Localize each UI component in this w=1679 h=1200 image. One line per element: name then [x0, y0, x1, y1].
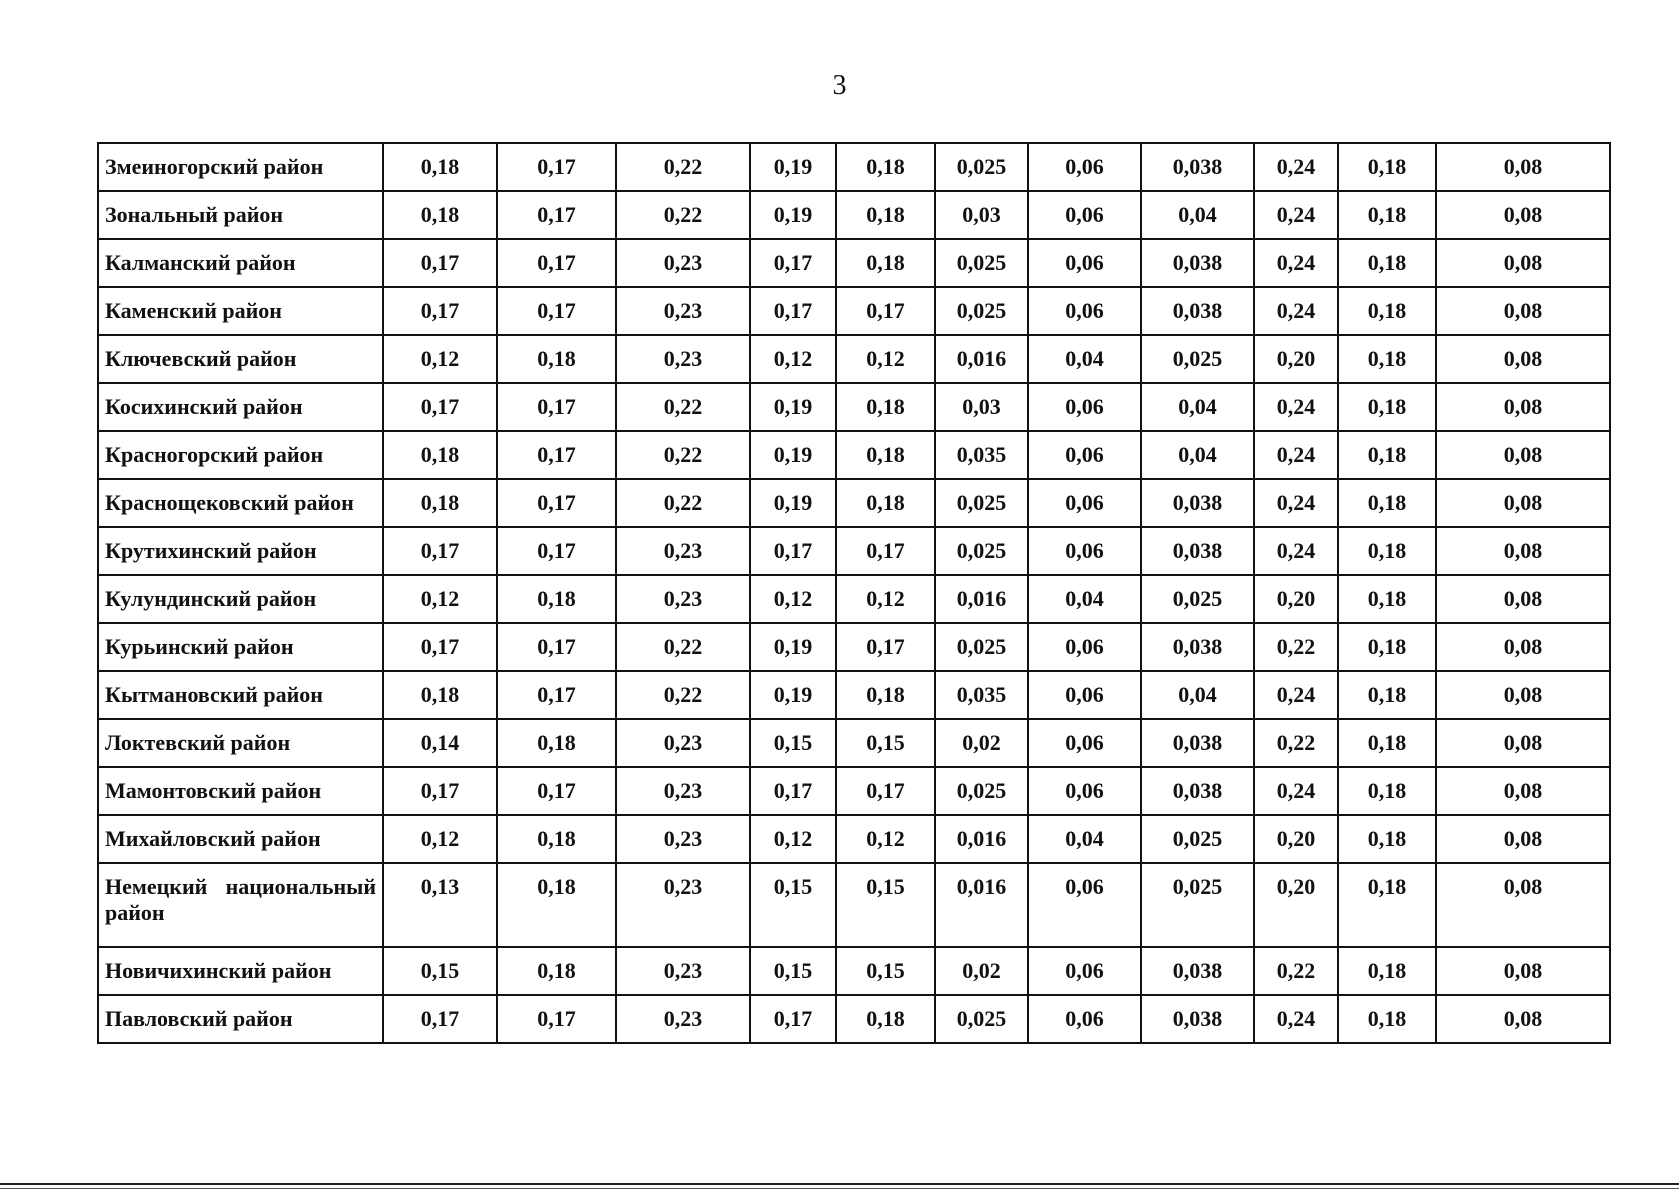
value-cell: 0,18 — [1338, 767, 1436, 815]
value-cell: 0,08 — [1436, 767, 1610, 815]
value-cell: 0,20 — [1254, 575, 1338, 623]
value-cell: 0,23 — [616, 527, 750, 575]
value-cell: 0,24 — [1254, 191, 1338, 239]
table-row — [98, 191, 1610, 239]
value-cell: 0,016 — [935, 815, 1028, 863]
value-cell: 0,18 — [1338, 719, 1436, 767]
value-cell: 0,04 — [1141, 671, 1254, 719]
value-cell: 0,038 — [1141, 767, 1254, 815]
value-cell: 0,12 — [750, 815, 836, 863]
value-cell: 0,22 — [1254, 623, 1338, 671]
region-name-cell: Кулундинский район — [98, 575, 383, 623]
value-cell: 0,17 — [497, 527, 616, 575]
value-cell: 0,18 — [383, 479, 497, 527]
value-cell: 0,15 — [836, 863, 935, 947]
table-row — [98, 575, 1610, 623]
value-cell: 0,23 — [616, 719, 750, 767]
value-cell: 0,06 — [1028, 431, 1141, 479]
value-cell: 0,18 — [497, 863, 616, 947]
page-number: 3 — [832, 70, 847, 101]
value-cell: 0,04 — [1141, 191, 1254, 239]
value-cell: 0,08 — [1436, 623, 1610, 671]
table-row — [98, 335, 1610, 383]
value-cell: 0,15 — [836, 719, 935, 767]
value-cell: 0,18 — [836, 671, 935, 719]
value-cell: 0,038 — [1141, 995, 1254, 1043]
value-cell: 0,19 — [750, 431, 836, 479]
value-cell: 0,17 — [383, 767, 497, 815]
value-cell: 0,025 — [935, 527, 1028, 575]
value-cell: 0,18 — [497, 575, 616, 623]
value-cell: 0,18 — [1338, 863, 1436, 947]
value-cell: 0,06 — [1028, 383, 1141, 431]
table-body — [98, 143, 1610, 1043]
value-cell: 0,08 — [1436, 239, 1610, 287]
value-cell: 0,17 — [750, 995, 836, 1043]
value-cell: 0,23 — [616, 947, 750, 995]
value-cell: 0,23 — [616, 575, 750, 623]
value-cell: 0,025 — [1141, 335, 1254, 383]
value-cell: 0,18 — [383, 431, 497, 479]
value-cell: 0,08 — [1436, 863, 1610, 947]
value-cell: 0,03 — [935, 191, 1028, 239]
value-cell: 0,038 — [1141, 623, 1254, 671]
value-cell: 0,038 — [1141, 239, 1254, 287]
value-cell: 0,06 — [1028, 287, 1141, 335]
value-cell: 0,12 — [836, 335, 935, 383]
value-cell: 0,12 — [383, 335, 497, 383]
value-cell: 0,18 — [836, 479, 935, 527]
value-cell: 0,23 — [616, 239, 750, 287]
value-cell: 0,17 — [383, 527, 497, 575]
value-cell: 0,06 — [1028, 671, 1141, 719]
value-cell: 0,18 — [1338, 383, 1436, 431]
table-row — [98, 815, 1610, 863]
value-cell: 0,08 — [1436, 995, 1610, 1043]
value-cell: 0,08 — [1436, 527, 1610, 575]
value-cell: 0,18 — [836, 239, 935, 287]
table-row — [98, 947, 1610, 995]
table-row — [98, 527, 1610, 575]
value-cell: 0,23 — [616, 335, 750, 383]
value-cell: 0,24 — [1254, 287, 1338, 335]
value-cell: 0,18 — [1338, 143, 1436, 191]
value-cell: 0,06 — [1028, 995, 1141, 1043]
value-cell: 0,035 — [935, 671, 1028, 719]
value-cell: 0,17 — [497, 431, 616, 479]
value-cell: 0,18 — [1338, 995, 1436, 1043]
table-row — [98, 143, 1610, 191]
value-cell: 0,06 — [1028, 767, 1141, 815]
value-cell: 0,17 — [383, 383, 497, 431]
table-row — [98, 431, 1610, 479]
value-cell: 0,17 — [497, 383, 616, 431]
value-cell: 0,22 — [616, 143, 750, 191]
value-cell: 0,19 — [750, 191, 836, 239]
value-cell: 0,04 — [1028, 815, 1141, 863]
table-row — [98, 995, 1610, 1043]
region-name-cell: Немецкий национальный район — [98, 863, 383, 947]
value-cell: 0,15 — [750, 863, 836, 947]
value-cell: 0,03 — [935, 383, 1028, 431]
value-cell: 0,24 — [1254, 239, 1338, 287]
value-cell: 0,06 — [1028, 947, 1141, 995]
value-cell: 0,038 — [1141, 719, 1254, 767]
value-cell: 0,22 — [616, 479, 750, 527]
value-cell: 0,19 — [750, 671, 836, 719]
value-cell: 0,17 — [497, 239, 616, 287]
value-cell: 0,025 — [935, 479, 1028, 527]
value-cell: 0,23 — [616, 863, 750, 947]
value-cell: 0,17 — [383, 623, 497, 671]
value-cell: 0,025 — [935, 995, 1028, 1043]
value-cell: 0,23 — [616, 995, 750, 1043]
value-cell: 0,24 — [1254, 479, 1338, 527]
region-name-cell: Красногорский район — [98, 431, 383, 479]
value-cell: 0,23 — [616, 767, 750, 815]
value-cell: 0,18 — [1338, 287, 1436, 335]
value-cell: 0,24 — [1254, 767, 1338, 815]
value-cell: 0,24 — [1254, 527, 1338, 575]
value-cell: 0,08 — [1436, 143, 1610, 191]
value-cell: 0,035 — [935, 431, 1028, 479]
value-cell: 0,23 — [616, 287, 750, 335]
coefficient-table — [97, 142, 1611, 1044]
value-cell: 0,13 — [383, 863, 497, 947]
value-cell: 0,18 — [836, 995, 935, 1043]
value-cell: 0,15 — [836, 947, 935, 995]
value-cell: 0,18 — [383, 191, 497, 239]
value-cell: 0,04 — [1141, 431, 1254, 479]
region-name-cell: Калманский район — [98, 239, 383, 287]
table-row — [98, 671, 1610, 719]
value-cell: 0,04 — [1028, 575, 1141, 623]
value-cell: 0,17 — [497, 143, 616, 191]
value-cell: 0,08 — [1436, 719, 1610, 767]
value-cell: 0,02 — [935, 947, 1028, 995]
value-cell: 0,22 — [616, 623, 750, 671]
value-cell: 0,08 — [1436, 671, 1610, 719]
table-row — [98, 479, 1610, 527]
value-cell: 0,18 — [383, 671, 497, 719]
value-cell: 0,025 — [1141, 575, 1254, 623]
value-cell: 0,08 — [1436, 191, 1610, 239]
value-cell: 0,18 — [836, 383, 935, 431]
value-cell: 0,22 — [616, 671, 750, 719]
value-cell: 0,19 — [750, 383, 836, 431]
value-cell: 0,19 — [750, 143, 836, 191]
value-cell: 0,06 — [1028, 719, 1141, 767]
value-cell: 0,06 — [1028, 479, 1141, 527]
value-cell: 0,17 — [836, 287, 935, 335]
region-name-cell: Кытмановский район — [98, 671, 383, 719]
region-name-cell: Каменский район — [98, 287, 383, 335]
value-cell: 0,18 — [497, 335, 616, 383]
value-cell: 0,025 — [935, 143, 1028, 191]
value-cell: 0,15 — [750, 947, 836, 995]
region-name-cell: Краснощековский район — [98, 479, 383, 527]
value-cell: 0,016 — [935, 575, 1028, 623]
table-row — [98, 767, 1610, 815]
value-cell: 0,038 — [1141, 479, 1254, 527]
table-row — [98, 287, 1610, 335]
value-cell: 0,12 — [750, 335, 836, 383]
value-cell: 0,18 — [836, 191, 935, 239]
value-cell: 0,12 — [383, 575, 497, 623]
value-cell: 0,18 — [1338, 479, 1436, 527]
value-cell: 0,17 — [497, 191, 616, 239]
value-cell: 0,08 — [1436, 431, 1610, 479]
value-cell: 0,06 — [1028, 191, 1141, 239]
value-cell: 0,18 — [497, 815, 616, 863]
value-cell: 0,025 — [935, 623, 1028, 671]
value-cell: 0,04 — [1028, 335, 1141, 383]
value-cell: 0,18 — [1338, 527, 1436, 575]
value-cell: 0,18 — [836, 431, 935, 479]
footer-rule-thin — [0, 1188, 1679, 1189]
value-cell: 0,22 — [1254, 947, 1338, 995]
value-cell: 0,12 — [836, 575, 935, 623]
value-cell: 0,08 — [1436, 815, 1610, 863]
value-cell: 0,14 — [383, 719, 497, 767]
value-cell: 0,18 — [1338, 431, 1436, 479]
value-cell: 0,18 — [497, 719, 616, 767]
value-cell: 0,025 — [935, 767, 1028, 815]
value-cell: 0,08 — [1436, 335, 1610, 383]
value-cell: 0,18 — [1338, 671, 1436, 719]
value-cell: 0,12 — [836, 815, 935, 863]
value-cell: 0,17 — [383, 287, 497, 335]
value-cell: 0,17 — [497, 671, 616, 719]
value-cell: 0,18 — [383, 143, 497, 191]
value-cell: 0,12 — [750, 575, 836, 623]
value-cell: 0,22 — [1254, 719, 1338, 767]
value-cell: 0,17 — [750, 527, 836, 575]
value-cell: 0,17 — [497, 479, 616, 527]
value-cell: 0,15 — [750, 719, 836, 767]
region-name-cell: Новичихинский район — [98, 947, 383, 995]
value-cell: 0,17 — [750, 767, 836, 815]
value-cell: 0,17 — [497, 767, 616, 815]
value-cell: 0,19 — [750, 623, 836, 671]
value-cell: 0,22 — [616, 383, 750, 431]
value-cell: 0,20 — [1254, 863, 1338, 947]
value-cell: 0,038 — [1141, 947, 1254, 995]
region-name-cell: Косихинский район — [98, 383, 383, 431]
value-cell: 0,08 — [1436, 947, 1610, 995]
value-cell: 0,23 — [616, 815, 750, 863]
value-cell: 0,17 — [836, 527, 935, 575]
region-name-cell: Ключевский район — [98, 335, 383, 383]
value-cell: 0,22 — [616, 431, 750, 479]
value-cell: 0,025 — [1141, 815, 1254, 863]
footer-rule — [0, 1183, 1679, 1185]
value-cell: 0,18 — [1338, 335, 1436, 383]
value-cell: 0,15 — [383, 947, 497, 995]
value-cell: 0,025 — [935, 287, 1028, 335]
value-cell: 0,18 — [1338, 815, 1436, 863]
value-cell: 0,17 — [383, 239, 497, 287]
value-cell: 0,08 — [1436, 287, 1610, 335]
table-row — [98, 863, 1610, 947]
region-name-cell: Змеиногорский район — [98, 143, 383, 191]
value-cell: 0,025 — [1141, 863, 1254, 947]
value-cell: 0,17 — [836, 623, 935, 671]
value-cell: 0,17 — [497, 623, 616, 671]
value-cell: 0,038 — [1141, 143, 1254, 191]
table-row — [98, 623, 1610, 671]
region-name-cell: Михайловский район — [98, 815, 383, 863]
region-name-cell: Павловский район — [98, 995, 383, 1043]
value-cell: 0,02 — [935, 719, 1028, 767]
value-cell: 0,17 — [750, 239, 836, 287]
table-row — [98, 383, 1610, 431]
region-name-cell: Курьинский район — [98, 623, 383, 671]
value-cell: 0,17 — [497, 995, 616, 1043]
value-cell: 0,24 — [1254, 431, 1338, 479]
value-cell: 0,016 — [935, 863, 1028, 947]
value-cell: 0,18 — [1338, 947, 1436, 995]
value-cell: 0,24 — [1254, 671, 1338, 719]
value-cell: 0,08 — [1436, 479, 1610, 527]
table-row — [98, 239, 1610, 287]
value-cell: 0,06 — [1028, 863, 1141, 947]
value-cell: 0,06 — [1028, 623, 1141, 671]
value-cell: 0,18 — [1338, 623, 1436, 671]
value-cell: 0,17 — [836, 767, 935, 815]
value-cell: 0,038 — [1141, 287, 1254, 335]
value-cell: 0,18 — [497, 947, 616, 995]
value-cell: 0,24 — [1254, 143, 1338, 191]
value-cell: 0,12 — [383, 815, 497, 863]
value-cell: 0,08 — [1436, 575, 1610, 623]
value-cell: 0,24 — [1254, 383, 1338, 431]
value-cell: 0,20 — [1254, 335, 1338, 383]
value-cell: 0,04 — [1141, 383, 1254, 431]
region-name-cell: Зональный район — [98, 191, 383, 239]
value-cell: 0,06 — [1028, 143, 1141, 191]
value-cell: 0,025 — [935, 239, 1028, 287]
value-cell: 0,18 — [1338, 191, 1436, 239]
value-cell: 0,17 — [750, 287, 836, 335]
region-name-cell: Локтевский район — [98, 719, 383, 767]
value-cell: 0,20 — [1254, 815, 1338, 863]
region-name-cell: Крутихинский район — [98, 527, 383, 575]
region-name-cell: Мамонтовский район — [98, 767, 383, 815]
value-cell: 0,016 — [935, 335, 1028, 383]
value-cell: 0,038 — [1141, 527, 1254, 575]
value-cell: 0,06 — [1028, 239, 1141, 287]
value-cell: 0,06 — [1028, 527, 1141, 575]
value-cell: 0,08 — [1436, 383, 1610, 431]
value-cell: 0,19 — [750, 479, 836, 527]
value-cell: 0,24 — [1254, 995, 1338, 1043]
value-cell: 0,17 — [497, 287, 616, 335]
value-cell: 0,22 — [616, 191, 750, 239]
value-cell: 0,18 — [836, 143, 935, 191]
table-row — [98, 719, 1610, 767]
value-cell: 0,18 — [1338, 575, 1436, 623]
value-cell: 0,17 — [383, 995, 497, 1043]
value-cell: 0,18 — [1338, 239, 1436, 287]
